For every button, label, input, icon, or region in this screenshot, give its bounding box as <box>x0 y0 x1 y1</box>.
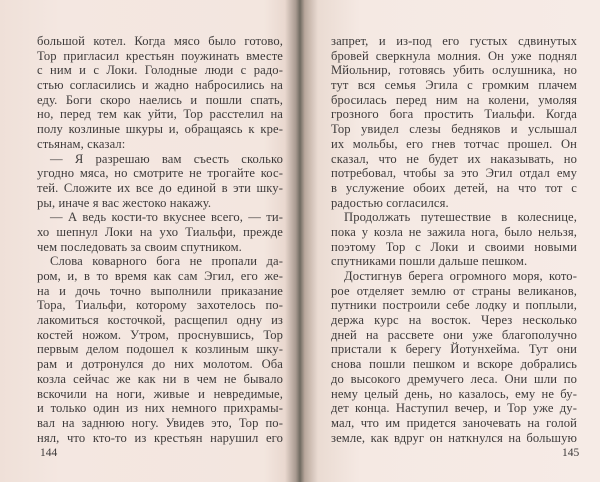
text-line: тут вся семья Эгила с громким плачем <box>331 78 577 93</box>
text-line: их мольбы, его гнев тотчас прошел. Он <box>331 136 577 151</box>
text-line: Продолжать путешествие в колеснице, <box>344 210 577 225</box>
text-line: до высокого дремучего леса. Они шли по <box>331 371 577 386</box>
text-line: ры, иначе я вас жестоко накажу. <box>37 195 212 210</box>
right-page-text <box>331 34 577 445</box>
text-line: на и дочь точно выполнили приказание <box>37 283 283 298</box>
text-line: путники построили себе лодку и поплыли, <box>331 298 577 313</box>
text-line: дет конца. Наступил вечер, и Тор уже ду- <box>331 401 577 416</box>
text-line: хо шепнул Локи на ухо Тиальфи, прежде <box>37 224 283 239</box>
text-line: и только один из них немного прихрамы- <box>37 401 283 416</box>
text-line: мал, что им придется заночевать на голой <box>331 415 577 430</box>
text-line: снова пошли пешком и вскоре добрались <box>331 357 577 372</box>
left-page-text <box>37 34 283 445</box>
text-line: но, перед тем как уйти, Тор расстелил на <box>37 107 283 122</box>
text-line: Слова коварного бога не пропали да- <box>50 254 283 269</box>
page-number-right: 145 <box>562 447 580 459</box>
text-line: вал на заднюю ногу. Увидев это, Тор по- <box>37 415 283 430</box>
text-line: грозного бога простить Тиальфи. Когда <box>331 107 577 122</box>
text-line: полу козлиные шкуры и, обращаясь к кре- <box>37 122 283 137</box>
text-line: тей. Сложите их все до единой в эти шку- <box>37 180 283 195</box>
text-line: земле, как вдруг он наткнулся на большую <box>331 430 577 445</box>
text-line: стью согласились и жадно набросились на <box>37 78 283 93</box>
text-line: запрет, и из-под его густых сдвинутых <box>331 34 577 48</box>
text-line: радостью согласился. <box>331 195 449 210</box>
text-line: пристали к берегу Йотунхейма. Тут они <box>331 342 577 357</box>
text-line: сказал, что не будет их наказывать, но <box>331 151 577 166</box>
text-line: угодно мяса, но смотрите не трогайте кос- <box>37 166 283 181</box>
text-line: первым делом подошел к козлиным шку- <box>37 342 283 357</box>
text-line: пока у козла не зажила нога, было нельзя, <box>331 224 577 239</box>
text-line: поэтому Тор с Локи и своими новыми <box>331 239 577 254</box>
text-line: чем последовать за своим спутником. <box>37 239 242 254</box>
text-line: потребовал, чтобы за это Эгил отдал ему <box>331 166 577 181</box>
text-line: дней на рассвете они уже благополучно <box>331 327 577 342</box>
text-line: вскочили на ноги, живые и невредимые, <box>37 386 283 401</box>
text-line: большой котел. Когда мясо было готово, <box>37 34 283 48</box>
text-line: лакомиться косточкой, расщепил одну из <box>37 313 283 328</box>
text-line: бровей сверкнула молния. Он уже поднял <box>331 48 577 63</box>
text-line: Мйольнир, готовясь убить ослушника, но <box>331 63 577 78</box>
text-line: в услужение обоих детей, на что тот с <box>331 180 577 195</box>
text-line: с ним и с Локи. Голодные люди с радо- <box>37 63 283 78</box>
text-line: Достигнув берега огромного моря, кото- <box>344 269 577 283</box>
text-line: костей ножом. Утром, проснувшись, Тор <box>37 327 283 342</box>
text-line: рое отделяет землю от страны великанов, <box>331 283 577 298</box>
text-line: Тор увидел слезы бедняков и услышал <box>331 122 577 137</box>
text-line: козла сейчас же как ни в чем не бывало <box>37 371 283 386</box>
text-line: — Я разрешаю вам съесть сколько <box>50 151 283 166</box>
page-number-left: 144 <box>40 447 58 459</box>
text-line: Тора, Тиальфи, которому захотелось по- <box>37 298 283 313</box>
text-line: нему целый день, но казалось, ему не бу- <box>331 386 577 401</box>
text-line: ром, и, в то время как сам Эгил, его же- <box>37 269 283 283</box>
text-line: нял, что кто-то из крестьян нарушил его <box>37 430 283 445</box>
text-line: стьянам, сказал: <box>37 136 126 151</box>
text-line: спутниками пошли дальше пешком. <box>331 254 528 269</box>
text-line: еду. Боги скоро наелись и пошли спать, <box>37 92 283 107</box>
text-line: бросилась перед ним на колени, умоляя <box>331 92 577 107</box>
text-line: держа курс на восток. Через несколько <box>331 313 577 328</box>
text-line: Тор пригласил крестьян поужинать вместе <box>37 48 283 63</box>
text-line: — А ведь кости-то вкуснее всего, — ти- <box>50 210 283 225</box>
text-line: рам и дотронулся до них молотом. Оба <box>37 357 283 372</box>
